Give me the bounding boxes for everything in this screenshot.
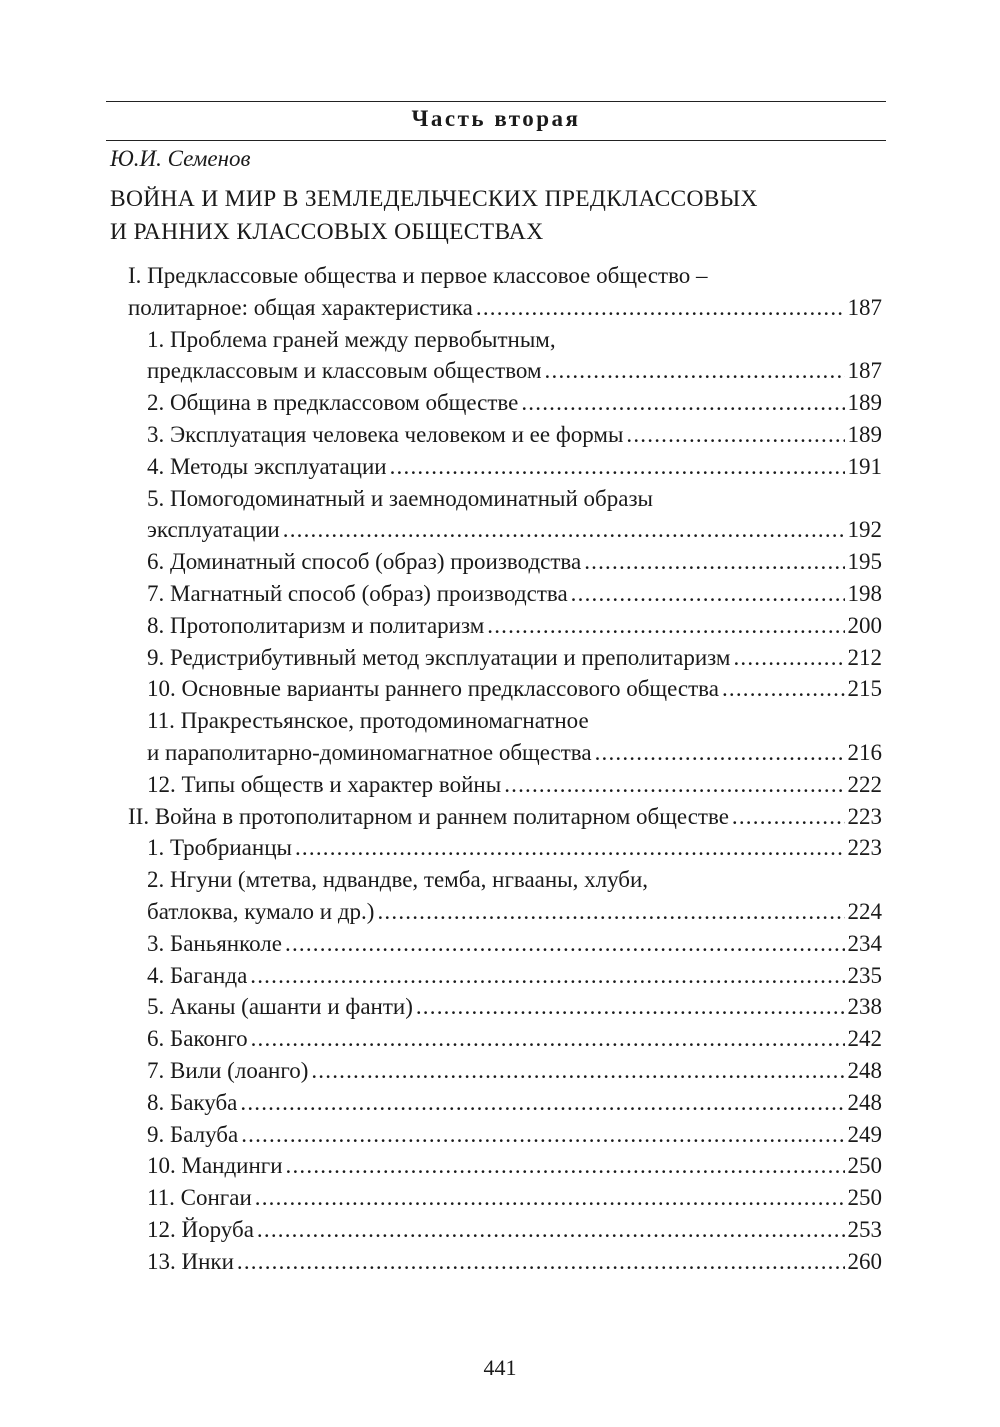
toc-entry-row [0,1055,882,1087]
toc-entry-text: политарное: общая характеристика [128,294,473,320]
toc-page-number: 242 [847,1026,882,1052]
toc-entry-row [0,578,882,610]
toc-entry-row [0,419,882,451]
toc-entry [0,610,1000,642]
toc-entry [0,769,1000,801]
toc-page-number: 250 [847,1153,882,1179]
toc-page-number: 216 [847,739,882,765]
dot-leader [595,737,845,769]
toc-entry-text: 11. Пракрестьянское, протодоминомагнатное [147,708,589,734]
dot-leader [545,355,845,387]
toc-entry [0,546,1000,578]
toc-page-number: 238 [847,994,882,1020]
dot-leader [286,1150,845,1182]
toc-entry-row [0,769,882,801]
toc-entry-text: 8. Бакуба [147,1089,238,1115]
section-title-line: ВОЙНА И МИР В ЗЕМЛЕДЕЛЬЧЕСКИХ ПРЕДКЛАССОВЫХ [110,186,758,212]
dot-leader [416,991,845,1023]
toc-entry-text: 1. Тробрианцы [147,835,292,861]
toc-entry-row [0,610,882,642]
toc-entry [0,705,1000,769]
toc-entry [0,642,1000,674]
toc-page-number: 212 [847,644,882,670]
toc-entry-row [0,1119,882,1151]
toc-page-number: 198 [847,580,882,606]
toc-entry [0,960,1000,992]
toc-entry-row [0,514,882,546]
section-title [110,183,870,249]
dot-leader [733,642,844,674]
toc-entry-text: 8. Протополитаризм и политаризм [147,612,485,638]
toc-entry-row [0,451,882,483]
toc-entry-row [0,737,882,769]
toc-entry [0,1119,1000,1151]
toc-page-number: 187 [847,358,882,384]
dot-leader [722,673,845,705]
toc-entry-text: 4. Методы эксплуатации [147,453,387,479]
toc-entry-text: 2. Община в предклассовом обществе [147,390,519,416]
toc-entry-row [0,832,882,864]
toc-entry-text: 3. Эксплуатация человека человеком и ее формы [147,421,624,447]
toc-entry-text: 10. Основные варианты раннего предклассового общества [147,676,719,702]
toc-entry-row [0,1087,882,1119]
toc-entry [0,1214,1000,1246]
toc-page-number: 250 [847,1185,882,1211]
toc-entry-text: 6. Доминатный способ (образ) производства [147,549,582,575]
toc-entry-row [0,960,882,992]
dot-leader [521,387,844,419]
toc-entry-row [0,642,882,674]
toc-entry-row [0,801,882,833]
toc-page-number: 195 [847,549,882,575]
header-top-rule [106,101,886,102]
dot-leader [237,1246,845,1278]
dot-leader [283,514,845,546]
dot-leader [626,419,844,451]
dot-leader [377,896,844,928]
toc-entry [0,991,1000,1023]
toc-entry-row [0,673,882,705]
page-number: 441 [483,1355,517,1380]
dot-leader [571,578,845,610]
toc-page-number: 223 [847,835,882,861]
toc-entry [0,1023,1000,1055]
toc-entry-row [0,1023,882,1055]
toc-entry [0,324,1000,388]
toc-entry-text: и параполитарно-доминомагнатное общества [147,739,592,765]
toc-page-number: 253 [847,1216,882,1242]
dot-leader [732,801,845,833]
toc-page-number: 223 [847,803,882,829]
toc-entry [0,1055,1000,1087]
toc-entry [0,260,1000,324]
toc-entry-text: 12. Типы обществ и характер войны [147,771,502,797]
toc-page-number: 249 [847,1121,882,1147]
toc-entry [0,1182,1000,1214]
toc-page-number: 224 [847,898,882,924]
toc-entry-row [0,292,882,324]
toc-entry-text: батлоква, кумало и др.) [147,898,375,924]
toc-entry [0,419,1000,451]
dot-leader [251,1023,845,1055]
part-title: Часть вторая [411,106,581,131]
toc-entry-text: 11. Сонгаи [147,1185,252,1211]
toc-page-number: 235 [847,962,882,988]
toc-entry-text: 3. Баньянколе [147,930,282,956]
dot-leader [257,1214,845,1246]
toc-entry-text: 5. Помогодоминатный и заемнодоминатный образы [147,485,653,511]
toc-entry [0,832,1000,864]
toc-entry-text: 7. Вили (лоанго) [147,1057,309,1083]
toc-entry-text: эксплуатации [147,517,280,543]
toc-entry-row [0,928,882,960]
dot-leader [390,451,845,483]
toc-entry-text: 13. Инки [147,1248,234,1274]
toc-entry-text: I. Предклассовые общества и первое классовое общество – [128,263,708,288]
toc-entry [0,483,1000,547]
toc-entry [0,928,1000,960]
toc-page-number: 248 [847,1089,882,1115]
toc-entry-row [0,896,882,928]
dot-leader [311,1055,844,1087]
toc-entry-text: 6. Баконго [147,1026,248,1052]
toc-page-number: 222 [847,771,882,797]
toc-entry-text: 12. Йоруба [147,1216,254,1242]
toc-page-number: 187 [847,294,882,320]
toc-entry [0,1246,1000,1278]
author-name: Ю.И. Семенов [110,146,251,171]
toc-entry [0,673,1000,705]
header-bottom-rule [106,140,886,141]
dot-leader [240,1087,844,1119]
dot-leader [250,960,844,992]
toc-page-number: 192 [847,517,882,543]
toc-entry-row [0,991,882,1023]
toc-entry [0,451,1000,483]
toc-entry [0,864,1000,928]
toc-entry-text: 10. Мандинги [147,1153,283,1179]
toc-entry-row [0,1150,882,1182]
toc-entry-text: 4. Баганда [147,962,248,988]
toc-page-number: 215 [847,676,882,702]
toc-entry-text: предклассовым и классовым обществом [147,358,542,384]
toc-entry-row [0,1214,882,1246]
toc-entry-text: 1. Проблема граней между первобытным, [147,326,556,352]
toc-entry-row [0,1182,882,1214]
dot-leader [255,1182,845,1214]
toc-page-number: 260 [847,1248,882,1274]
toc-entry [0,578,1000,610]
dot-leader [584,546,844,578]
dot-leader [487,610,844,642]
toc-page-number: 234 [847,930,882,956]
toc-entry-text: 5. Аканы (ашанти и фанти) [147,994,413,1020]
dot-leader [476,292,845,324]
toc-entry-text: 9. Редистрибутивный метод эксплуатации и преполитаризм [147,644,731,670]
toc-page-number: 191 [847,453,882,479]
dot-leader [504,769,844,801]
toc-entry-row [0,387,882,419]
dot-leader [285,928,845,960]
toc-page-number: 248 [847,1057,882,1083]
toc-entry-text: 7. Магнатный способ (образ) производства [147,580,568,606]
toc-entry-row [0,546,882,578]
toc-entry [0,1087,1000,1119]
toc-entry [0,801,1000,833]
toc-entry [0,387,1000,419]
toc-entry-text: 2. Нгуни (мтетва, ндвандве, темба, нгвааны, хлуби, [147,867,649,893]
table-of-contents [0,260,1000,1278]
toc-entry [0,1150,1000,1182]
toc-entry-text: 9. Балуба [147,1121,239,1147]
dot-leader [295,832,845,864]
toc-page-number: 189 [847,421,882,447]
toc-entry-row [0,1246,882,1278]
toc-page-number: 189 [847,390,882,416]
toc-page-number: 200 [847,612,882,638]
toc-entry-text: II. Война в протополитарном и раннем политарном обществе [128,803,729,829]
dot-leader [241,1119,844,1151]
section-title-line: И РАННИХ КЛАССОВЫХ ОБЩЕСТВАХ [110,219,544,245]
toc-entry-row [0,355,882,387]
